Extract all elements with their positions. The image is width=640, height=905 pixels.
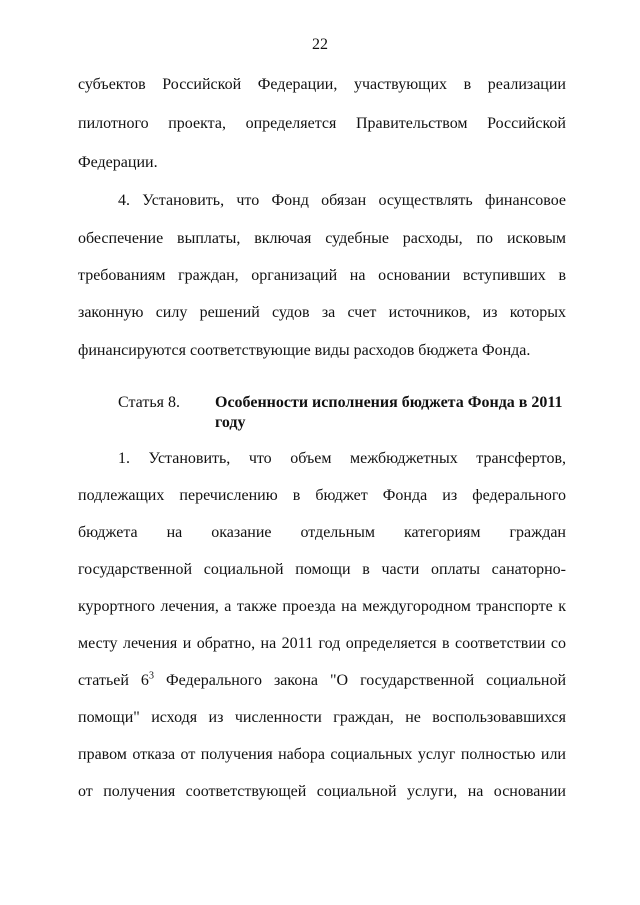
text-line: субъектов Российской Федерации, участвующих в реализации [78,76,566,93]
article-title-line: Особенности исполнения бюджета Фонда в 2011 [215,394,563,411]
text-line: законную силу решений судов за счет источников, из которых [78,304,566,321]
text-line: правом отказа от получения набора социальных услуг полностью или [78,746,566,763]
text-line: бюджета на оказание отдельным категориям граждан [78,524,566,541]
text-fragment: статьей 6 [78,672,149,689]
text-line: подлежащих перечислению в бюджет Фонда из федерального [78,487,566,504]
text-line: обеспечение выплаты, включая судебные расходы, по исковым [78,230,566,247]
text-line: требованиям граждан, организаций на основании вступивших в [78,267,566,284]
text-line: курортного лечения, а также проезда на междугородном транспорте к [78,598,566,615]
text-line: финансируются соответствующие виды расходов бюджета Фонда. [78,342,531,359]
text-line: государственной социальной помощи в части оплаты санаторно- [78,561,566,578]
text-fragment: Федерального закона "О государственной социальной [153,672,566,689]
text-line: Федерации. [78,154,158,171]
text-line: пилотного проекта, определяется Правительством Российской [78,115,566,132]
text-line-with-superscript [78,671,566,691]
article-title-line: году [215,414,246,431]
text-line: 1. Установить, что объем межбюджетных трансфертов, [118,450,566,467]
article-label: Статья 8. [118,394,180,411]
text-line: 4. Установить, что Фонд обязан осуществлять финансовое [118,192,566,209]
superscript: 3 [148,670,154,682]
text-line: месту лечения и обратно, на 2011 год определяется в соответствии со [78,635,566,652]
page-number: 22 [312,36,328,53]
text-line: от получения соответствующей социальной услуги, на основании [78,783,566,800]
text-line: помощи" исходя из численности граждан, не воспользовавшихся [78,709,566,726]
article-title [215,393,570,433]
